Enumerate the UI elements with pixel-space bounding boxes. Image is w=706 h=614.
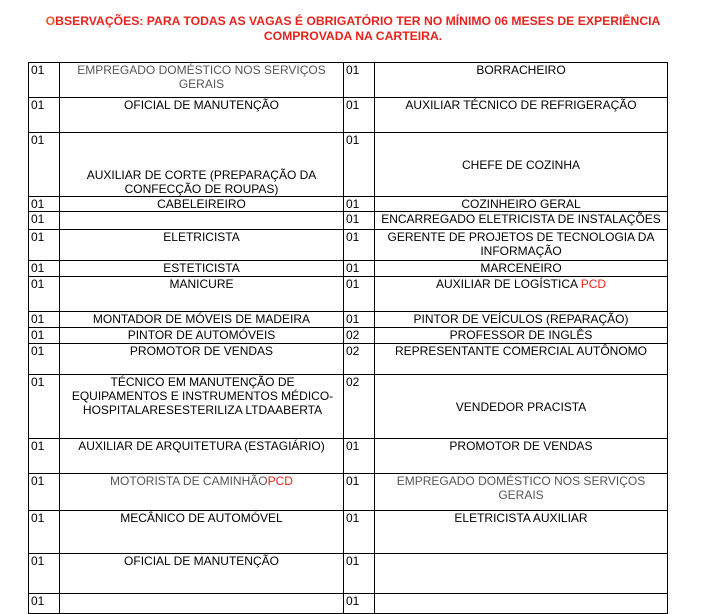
left-qty: 01 xyxy=(29,197,60,212)
right-qty: 01 xyxy=(344,212,375,230)
table-row xyxy=(29,212,668,230)
right-role xyxy=(375,277,668,312)
right-role: ENCARREGADO ELETRICISTA DE INSTALAÇÕES xyxy=(375,212,668,230)
table-row xyxy=(29,261,668,277)
table-row xyxy=(29,277,668,312)
left-qty: 01 xyxy=(29,98,60,133)
left-qty: 01 xyxy=(29,594,60,614)
notice-line-1-text: BSERVAÇÕES: PARA TODAS AS VAGAS É OBRIGATÓRIO TER NO MÍNIMO 06 MESES DE EXPERIÊNCIA xyxy=(55,14,661,28)
notice-first-letter: O xyxy=(45,14,56,28)
right-role: GERENTE DE PROJETOS DE TECNOLOGIA DA INFORMAÇÃO xyxy=(375,230,668,261)
left-role xyxy=(60,212,344,230)
right-qty: 01 xyxy=(344,594,375,614)
left-role: AUXILIAR DE CORTE (PREPARAÇÃO DA CONFECÇÃO DE ROUPAS) xyxy=(60,133,344,197)
left-qty: 01 xyxy=(29,230,60,261)
table-row xyxy=(29,594,668,614)
left-qty: 01 xyxy=(29,554,60,594)
table-row xyxy=(29,511,668,554)
right-role xyxy=(375,554,668,594)
left-role: MONTADOR DE MÓVEIS DE MADEIRA xyxy=(60,312,344,328)
left-role xyxy=(60,474,344,511)
left-role: PINTOR DE AUTOMÓVEIS xyxy=(60,328,344,344)
right-qty: 01 xyxy=(344,511,375,554)
left-qty: 01 xyxy=(29,511,60,554)
table-row xyxy=(29,133,668,197)
pcd-badge: PCD xyxy=(267,474,293,488)
table-row xyxy=(29,474,668,511)
table-row xyxy=(29,375,668,439)
right-qty: 02 xyxy=(344,328,375,344)
left-role: OFICIAL DE MANUTENÇÃO xyxy=(60,98,344,133)
right-role: CHEFE DE COZINHA xyxy=(375,133,668,197)
left-role: MANICURE xyxy=(60,277,344,312)
left-qty: 01 xyxy=(29,133,60,197)
left-qty: 01 xyxy=(29,439,60,474)
right-role: VENDEDOR PRACISTA xyxy=(375,375,668,439)
right-role: MARCENEIRO xyxy=(375,261,668,277)
notice-line-2: COMPROVADA NA CARTEIRA. xyxy=(263,29,443,43)
right-role: COZINHEIRO GERAL xyxy=(375,197,668,212)
right-role: BORRACHEIRO xyxy=(375,63,668,98)
left-role-text: MOTORISTA DE CAMINHÃO xyxy=(110,474,268,488)
right-qty: 01 xyxy=(344,63,375,98)
left-role: PROMOTOR DE VENDAS xyxy=(60,344,344,375)
right-qty: 02 xyxy=(344,375,375,439)
left-qty: 01 xyxy=(29,474,60,511)
left-qty: 01 xyxy=(29,212,60,230)
table-row xyxy=(29,98,668,133)
left-qty: 01 xyxy=(29,375,60,439)
left-qty: 01 xyxy=(29,344,60,375)
left-qty: 01 xyxy=(29,328,60,344)
right-qty: 02 xyxy=(344,344,375,375)
left-role: ESTETICISTA xyxy=(60,261,344,277)
left-role xyxy=(60,594,344,614)
left-qty: 01 xyxy=(29,63,60,98)
table-row xyxy=(29,312,668,328)
right-role: PROFESSOR DE INGLÊS xyxy=(375,328,668,344)
job-vacancies-table xyxy=(28,62,668,614)
left-role: CABELEIREIRO xyxy=(60,197,344,212)
left-role: MECÂNICO DE AUTOMÓVEL xyxy=(60,511,344,554)
table-row xyxy=(29,230,668,261)
table-row xyxy=(29,63,668,98)
left-role: EMPREGADO DOMÉSTICO NOS SERVIÇOS GERAIS xyxy=(60,63,344,98)
right-qty: 01 xyxy=(344,312,375,328)
left-role: OFICIAL DE MANUTENÇÃO xyxy=(60,554,344,594)
left-role: TÉCNICO EM MANUTENÇÃO DE EQUIPAMENTOS E INSTRUMENTOS MÉDICO-HOSPITALARESESTERILIZA LTDAABERTA xyxy=(60,375,344,439)
table-row xyxy=(29,344,668,375)
right-qty: 01 xyxy=(344,474,375,511)
right-role: EMPREGADO DOMÉSTICO NOS SERVIÇOS GERAIS xyxy=(375,474,668,511)
right-role xyxy=(375,594,668,614)
right-qty: 01 xyxy=(344,230,375,261)
notice-line-1 xyxy=(0,14,706,29)
left-qty: 01 xyxy=(29,261,60,277)
right-qty: 01 xyxy=(344,261,375,277)
right-qty: 01 xyxy=(344,439,375,474)
right-role: REPRESENTANTE COMERCIAL AUTÔNOMO xyxy=(375,344,668,375)
table-row xyxy=(29,197,668,212)
right-role: PROMOTOR DE VENDAS xyxy=(375,439,668,474)
right-qty: 01 xyxy=(344,197,375,212)
table-row xyxy=(29,554,668,594)
right-role-text: AUXILIAR DE LOGÍSTICA xyxy=(435,277,578,291)
right-qty: 01 xyxy=(344,98,375,133)
table-row xyxy=(29,328,668,344)
left-role: AUXILIAR DE ARQUITETURA (ESTAGIÁRIO) xyxy=(60,439,344,474)
pcd-badge: PCD xyxy=(580,277,607,291)
right-qty: 01 xyxy=(344,277,375,312)
right-role: ELETRICISTA AUXILIAR xyxy=(375,511,668,554)
left-qty: 01 xyxy=(29,277,60,312)
right-qty: 01 xyxy=(344,133,375,197)
observations-notice xyxy=(0,14,706,44)
right-role: PINTOR DE VEÍCULOS (REPARAÇÃO) xyxy=(375,312,668,328)
table-row xyxy=(29,439,668,474)
left-qty: 01 xyxy=(29,312,60,328)
right-qty: 01 xyxy=(344,554,375,594)
left-role: ELETRICISTA xyxy=(60,230,344,261)
right-role: AUXILIAR TÉCNICO DE REFRIGERAÇÃO xyxy=(375,98,668,133)
